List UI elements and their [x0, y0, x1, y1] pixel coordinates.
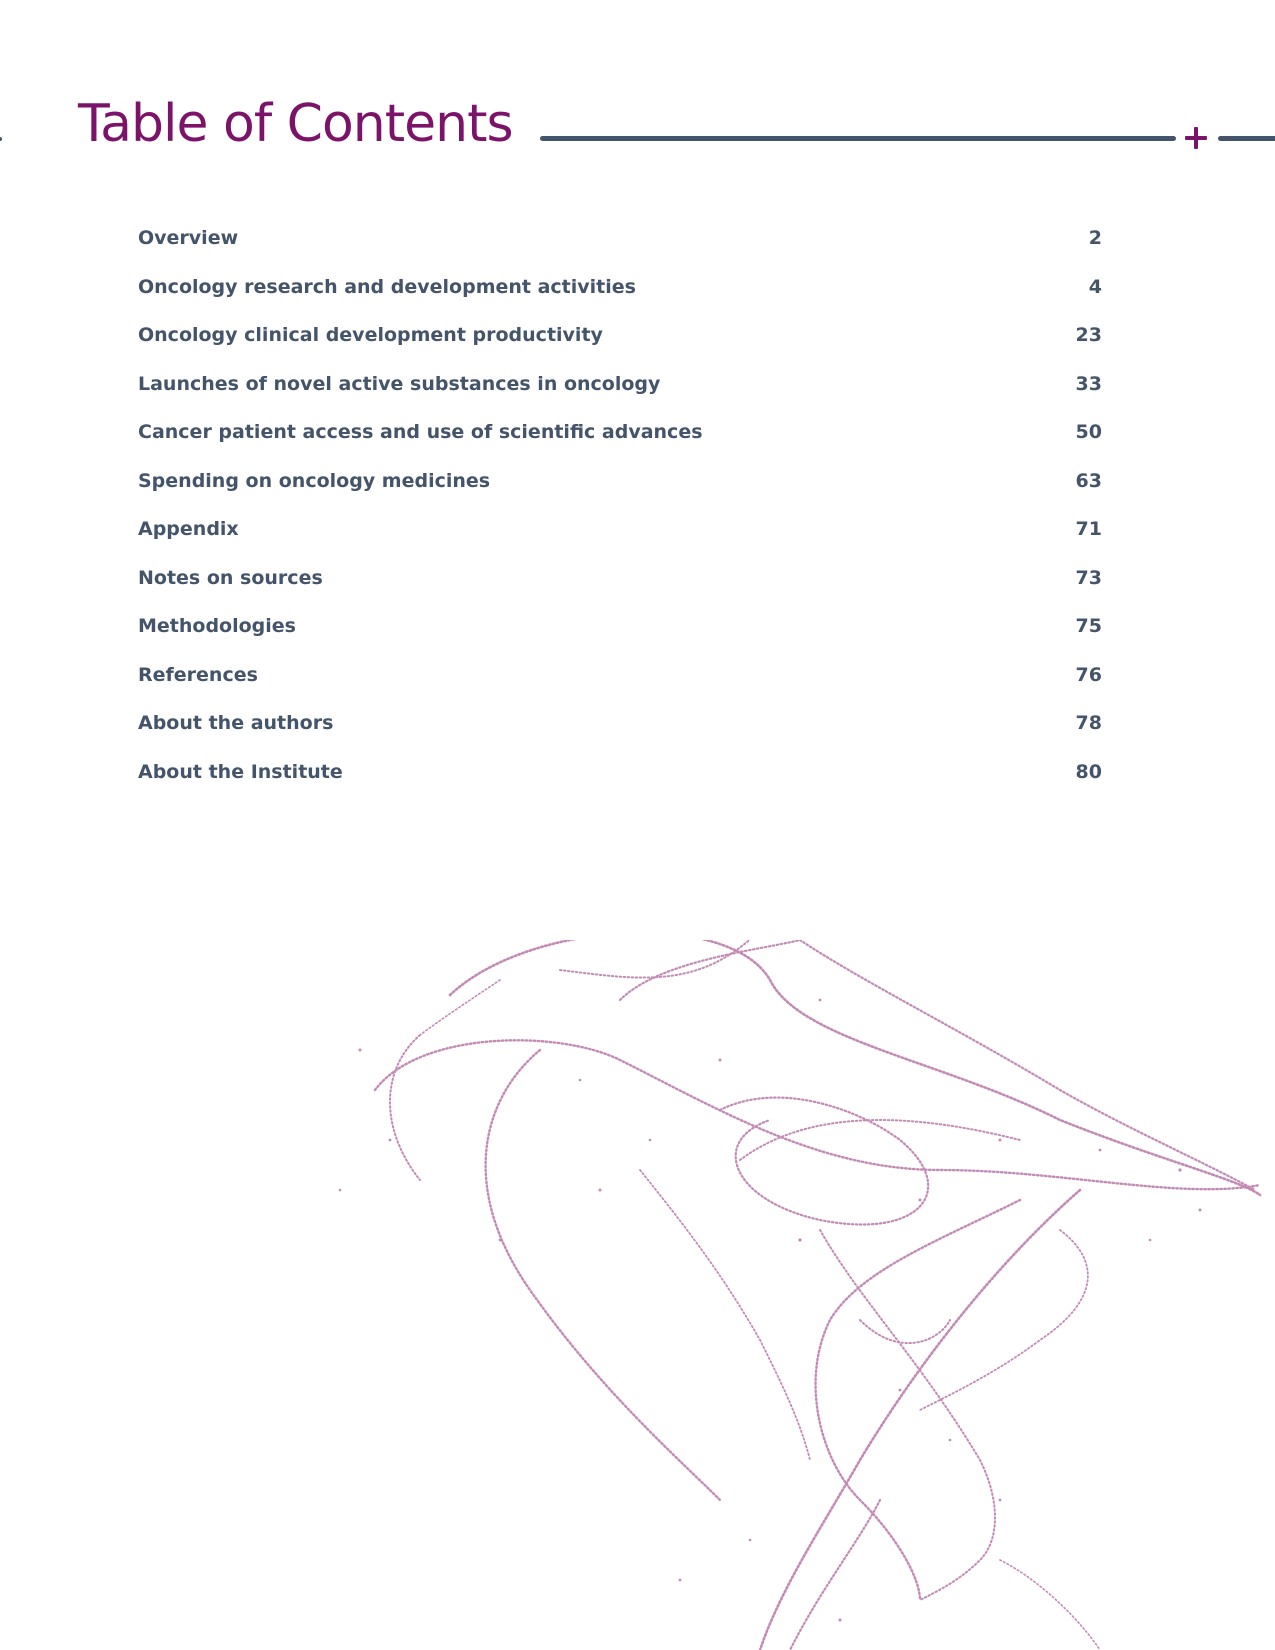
swirl-stroke	[486, 1050, 720, 1500]
header-rule-left-stub	[0, 137, 2, 141]
swirl-dot	[949, 1439, 952, 1442]
toc-entry-page: 76	[1075, 663, 1102, 686]
swirl-stroke	[720, 1098, 928, 1225]
swirl-dot	[798, 1238, 801, 1241]
toc-entry-rd-activities[interactable]	[138, 263, 1102, 312]
swirl-stroke	[760, 1190, 1080, 1650]
swirl-stroke	[820, 1230, 995, 1600]
swirl-stroke	[420, 980, 500, 1035]
swirl-stroke	[1000, 1560, 1100, 1650]
toc-entry-page: 23	[1075, 324, 1102, 347]
swirl-dot	[999, 1499, 1002, 1502]
toc-entry-about-authors[interactable]	[138, 699, 1102, 748]
toc-entry-clinical-productivity[interactable]	[138, 311, 1102, 360]
swirl-dot	[919, 1199, 922, 1202]
decorative-particle-swirl	[300, 940, 1275, 1650]
swirl-stroke	[390, 1035, 420, 1180]
toc-entry-overview[interactable]	[138, 214, 1102, 263]
swirl-stroke	[375, 1040, 1260, 1189]
swirl-dot	[359, 1049, 362, 1052]
swirl-dot	[679, 1579, 682, 1582]
swirl-dot	[1149, 1239, 1152, 1242]
toc-entry-label: Cancer patient access and use of scientific advances	[138, 421, 703, 444]
swirl-stroke	[860, 1320, 950, 1343]
toc-entry-label: Oncology research and development activities	[138, 275, 636, 298]
toc-entry-patient-access[interactable]	[138, 408, 1102, 457]
toc-entry-label: About the authors	[138, 712, 334, 735]
page-title: Table of Contents	[78, 94, 513, 154]
swirl-dot	[899, 1389, 902, 1392]
toc-entry-label: Appendix	[138, 518, 239, 541]
swirl-dot	[819, 999, 822, 1002]
toc-entry-page: 33	[1075, 372, 1102, 395]
swirl-stroke	[450, 940, 1260, 1195]
swirl-dot	[389, 1139, 392, 1142]
toc-entry-spending[interactable]	[138, 457, 1102, 506]
header-rule-right	[1218, 136, 1275, 141]
toc-entry-appendix[interactable]	[138, 505, 1102, 554]
toc-entry-methodologies[interactable]	[138, 602, 1102, 651]
toc-entry-page: 50	[1075, 421, 1102, 444]
toc-entry-page: 2	[1088, 227, 1102, 250]
toc-entry-label: Oncology clinical development productivity	[138, 324, 603, 347]
swirl-stroke	[790, 1500, 880, 1650]
toc-entry-page: 78	[1075, 712, 1102, 735]
toc-entry-label: References	[138, 663, 258, 686]
toc-entry-label: Methodologies	[138, 615, 296, 638]
swirl-stroke	[620, 940, 1255, 1190]
toc-entry-label: Spending on oncology medicines	[138, 469, 491, 492]
toc-entry-label: Notes on sources	[138, 566, 323, 589]
swirl-dot	[649, 1139, 652, 1142]
swirl-stroke	[560, 940, 760, 978]
header-rule	[540, 136, 1176, 141]
swirl-dot	[1178, 1168, 1181, 1171]
toc-entry-page: 80	[1075, 760, 1102, 783]
toc-entry-references[interactable]	[138, 651, 1102, 700]
swirl-dot	[1099, 1149, 1102, 1152]
toc-entry-label: About the Institute	[138, 760, 343, 783]
swirl-dot	[339, 1189, 342, 1192]
swirl-dot	[579, 1079, 582, 1082]
toc-list	[138, 214, 1102, 796]
toc-entry-page: 4	[1088, 275, 1102, 298]
swirl-dot	[839, 1619, 842, 1622]
toc-entry-about-institute[interactable]	[138, 748, 1102, 797]
swirl-stroke	[920, 1230, 1088, 1410]
swirl-dot	[749, 1539, 752, 1542]
toc-entry-page: 73	[1075, 566, 1102, 589]
swirl-dot	[1199, 1209, 1202, 1212]
swirl-stroke	[640, 1170, 810, 1460]
toc-entry-page: 75	[1075, 615, 1102, 638]
swirl-stroke	[816, 1200, 1020, 1600]
swirl-dot	[719, 1059, 722, 1062]
toc-entry-page: 71	[1075, 518, 1102, 541]
toc-entry-notes-on-sources[interactable]	[138, 554, 1102, 603]
swirl-dot	[999, 1139, 1002, 1142]
plus-icon	[1185, 127, 1207, 149]
swirl-dot	[499, 1239, 502, 1242]
swirl-dot	[599, 1189, 602, 1192]
toc-entry-page: 63	[1075, 469, 1102, 492]
toc-entry-launches[interactable]	[138, 360, 1102, 409]
swirl-stroke	[740, 1120, 1020, 1160]
toc-entry-label: Overview	[138, 227, 239, 250]
toc-entry-label: Launches of novel active substances in oncology	[138, 372, 661, 395]
